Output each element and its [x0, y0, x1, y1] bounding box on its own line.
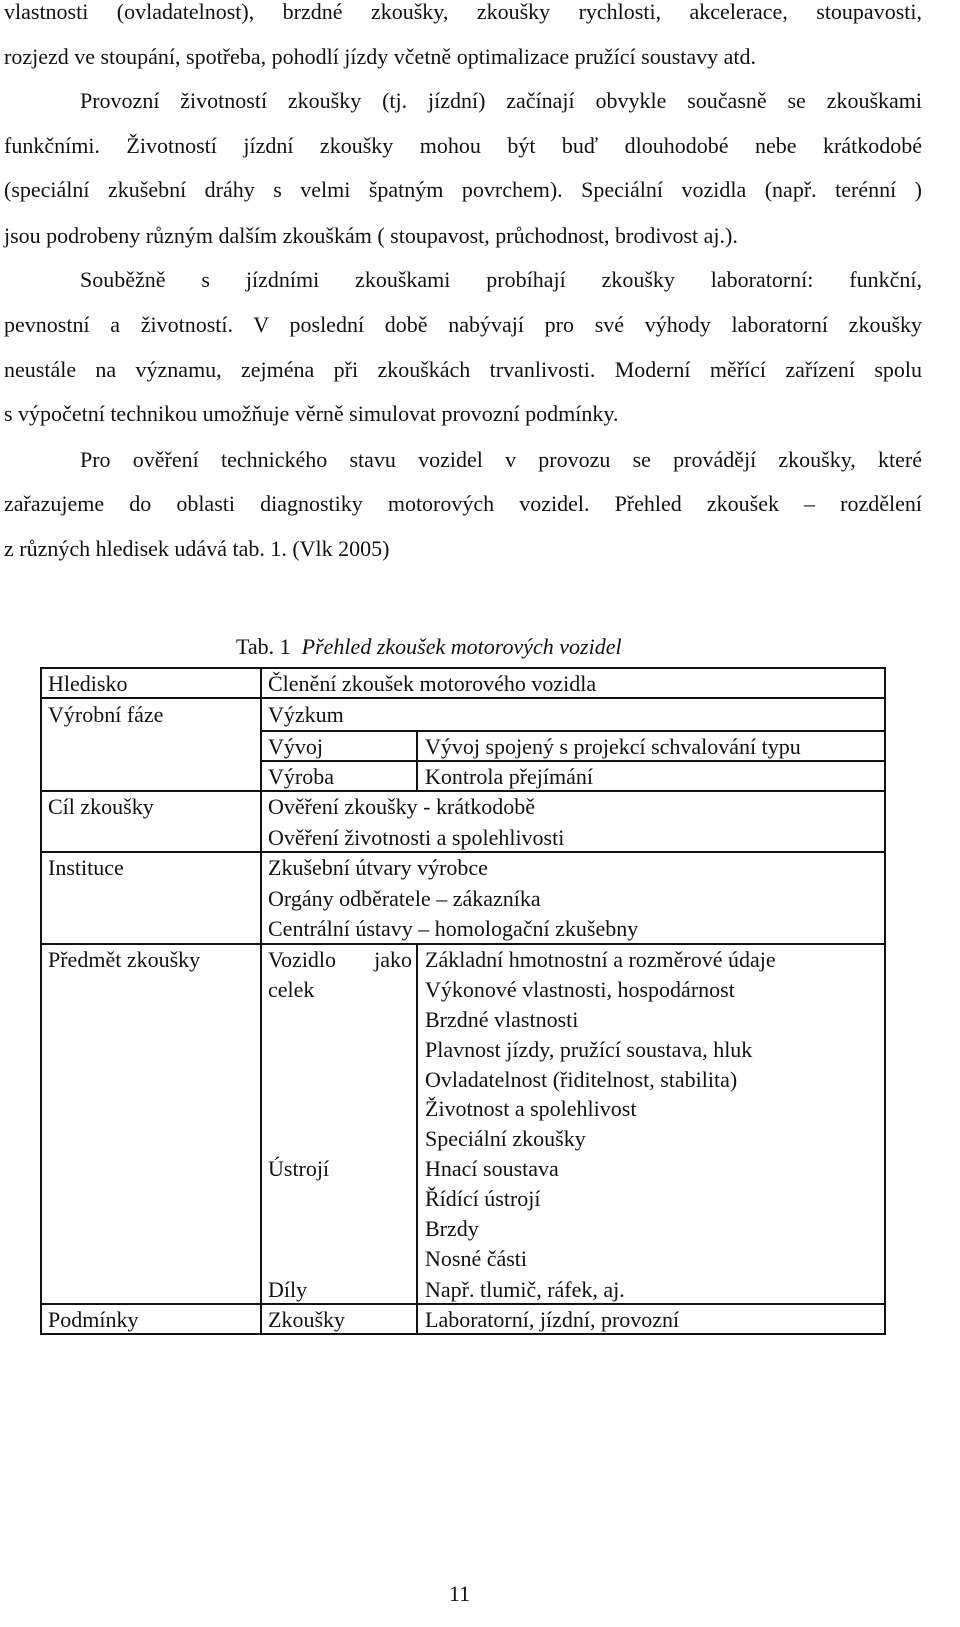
text-line: Souběžně s jízdními zkouškami probíhají zkoušky laboratorní: funkční, — [80, 267, 922, 292]
table-cell: Životnost a spolehlivost — [425, 1096, 637, 1121]
table-cell: Výkonové vlastnosti, hospodárnost — [425, 977, 735, 1002]
text-line: Pro ověření technického stavu vozidel v provozu se provádějí zkoušky, které — [80, 447, 922, 472]
text-line: s výpočetní technikou umožňuje věrně simulovat provozní podmínky. — [4, 401, 619, 426]
table-cell: Hledisko — [48, 671, 128, 696]
table-cell: Vývoj — [268, 734, 323, 759]
table-cell: Výroba — [268, 764, 334, 789]
text-line: rozjezd ve stoupání, spotřeba, pohodlí jízdy včetně optimalizace pružící soustavy atd. — [4, 44, 757, 69]
table-cell: Nosné části — [425, 1246, 528, 1271]
table-cell: Výzkum — [268, 702, 344, 727]
table-cell: Brzdné vlastnosti — [425, 1007, 579, 1032]
table-cell: Ústrojí — [268, 1156, 330, 1181]
text-line: vlastnosti (ovladatelnost), brzdné zkoušky, zkoušky rychlosti, akcelerace, stoupavosti, — [4, 0, 922, 24]
table-cell: Speciální zkoušky — [425, 1126, 586, 1151]
table-cell: Hnací soustava — [425, 1156, 559, 1181]
table-cell: Předmět zkoušky — [48, 947, 201, 972]
table-cell: Orgány odběratele – zákazníka — [268, 886, 541, 911]
caption-title: Přehled zkoušek motorových vozidel — [301, 634, 622, 659]
table-cell: Výrobní fáze — [48, 702, 164, 727]
table-cell: Cíl zkoušky — [48, 794, 154, 819]
table-cell: Ověření zkoušky - krátkodobě — [268, 794, 535, 819]
text-line: (speciální zkušební dráhy s velmi špatným povrchem). Speciální vozidla (např. terénní ) — [4, 177, 922, 202]
text-line: zařazujeme do oblasti diagnostiky motorových vozidel. Přehled zkoušek – rozdělení — [4, 491, 922, 516]
table-cell: Plavnost jízdy, pružící soustava, hluk — [425, 1037, 753, 1062]
table-cell: celek — [268, 977, 315, 1002]
page-number: 11 — [449, 1581, 471, 1606]
text-line: pevnostní a životností. V poslední době nabývají pro své výhody laboratorní zkoušky — [4, 312, 922, 337]
table-cell: Instituce — [48, 855, 124, 880]
table-cell: Laboratorní, jízdní, provozní — [425, 1307, 680, 1332]
table-cell: Členění zkoušek motorového vozidla — [268, 671, 597, 696]
table-cell: Např. tlumič, ráfek, aj. — [425, 1277, 625, 1302]
table-cell: Ovladatelnost (řiditelnost, stabilita) — [425, 1067, 738, 1092]
text-line: z různých hledisek udává tab. 1. (Vlk 2005) — [4, 536, 390, 561]
text-line: jsou podrobeny různým dalším zkouškám ( stoupavost, průchodnost, brodivost aj.). — [4, 223, 738, 248]
table-cell: Vývoj spojený s projekcí schvalování typu — [425, 734, 801, 759]
table-cell: Podmínky — [48, 1307, 139, 1332]
table-cell: Ověření životnosti a spolehlivosti — [268, 825, 565, 850]
table-caption — [236, 635, 622, 659]
text-line: Provozní životností zkoušky (tj. jízdní) začínají obvykle současně se zkouškami — [80, 88, 922, 113]
table-cell: Centrální ústavy – homologační zkušebny — [268, 916, 639, 941]
table-cell: Zkušební útvary výrobce — [268, 855, 488, 880]
table-cell: Vozidlo jako — [268, 947, 412, 972]
text-line: funkčními. Životností jízdní zkoušky mohou být buď dlouhodobé nebe krátkodobé — [4, 133, 922, 158]
table-cell: Řídící ústrojí — [425, 1186, 541, 1211]
caption-label: Tab. 1 — [236, 634, 291, 659]
table-cell: Kontrola přejímání — [425, 764, 594, 789]
table-cell: Brzdy — [425, 1216, 479, 1241]
table-cell: Základní hmotnostní a rozměrové údaje — [425, 947, 776, 972]
table-cell: Zkoušky — [268, 1307, 345, 1332]
text-line: neustále na významu, zejména při zkouškách trvanlivosti. Moderní měřící zařízení spolu — [4, 357, 922, 382]
table-cell: Díly — [268, 1277, 308, 1302]
